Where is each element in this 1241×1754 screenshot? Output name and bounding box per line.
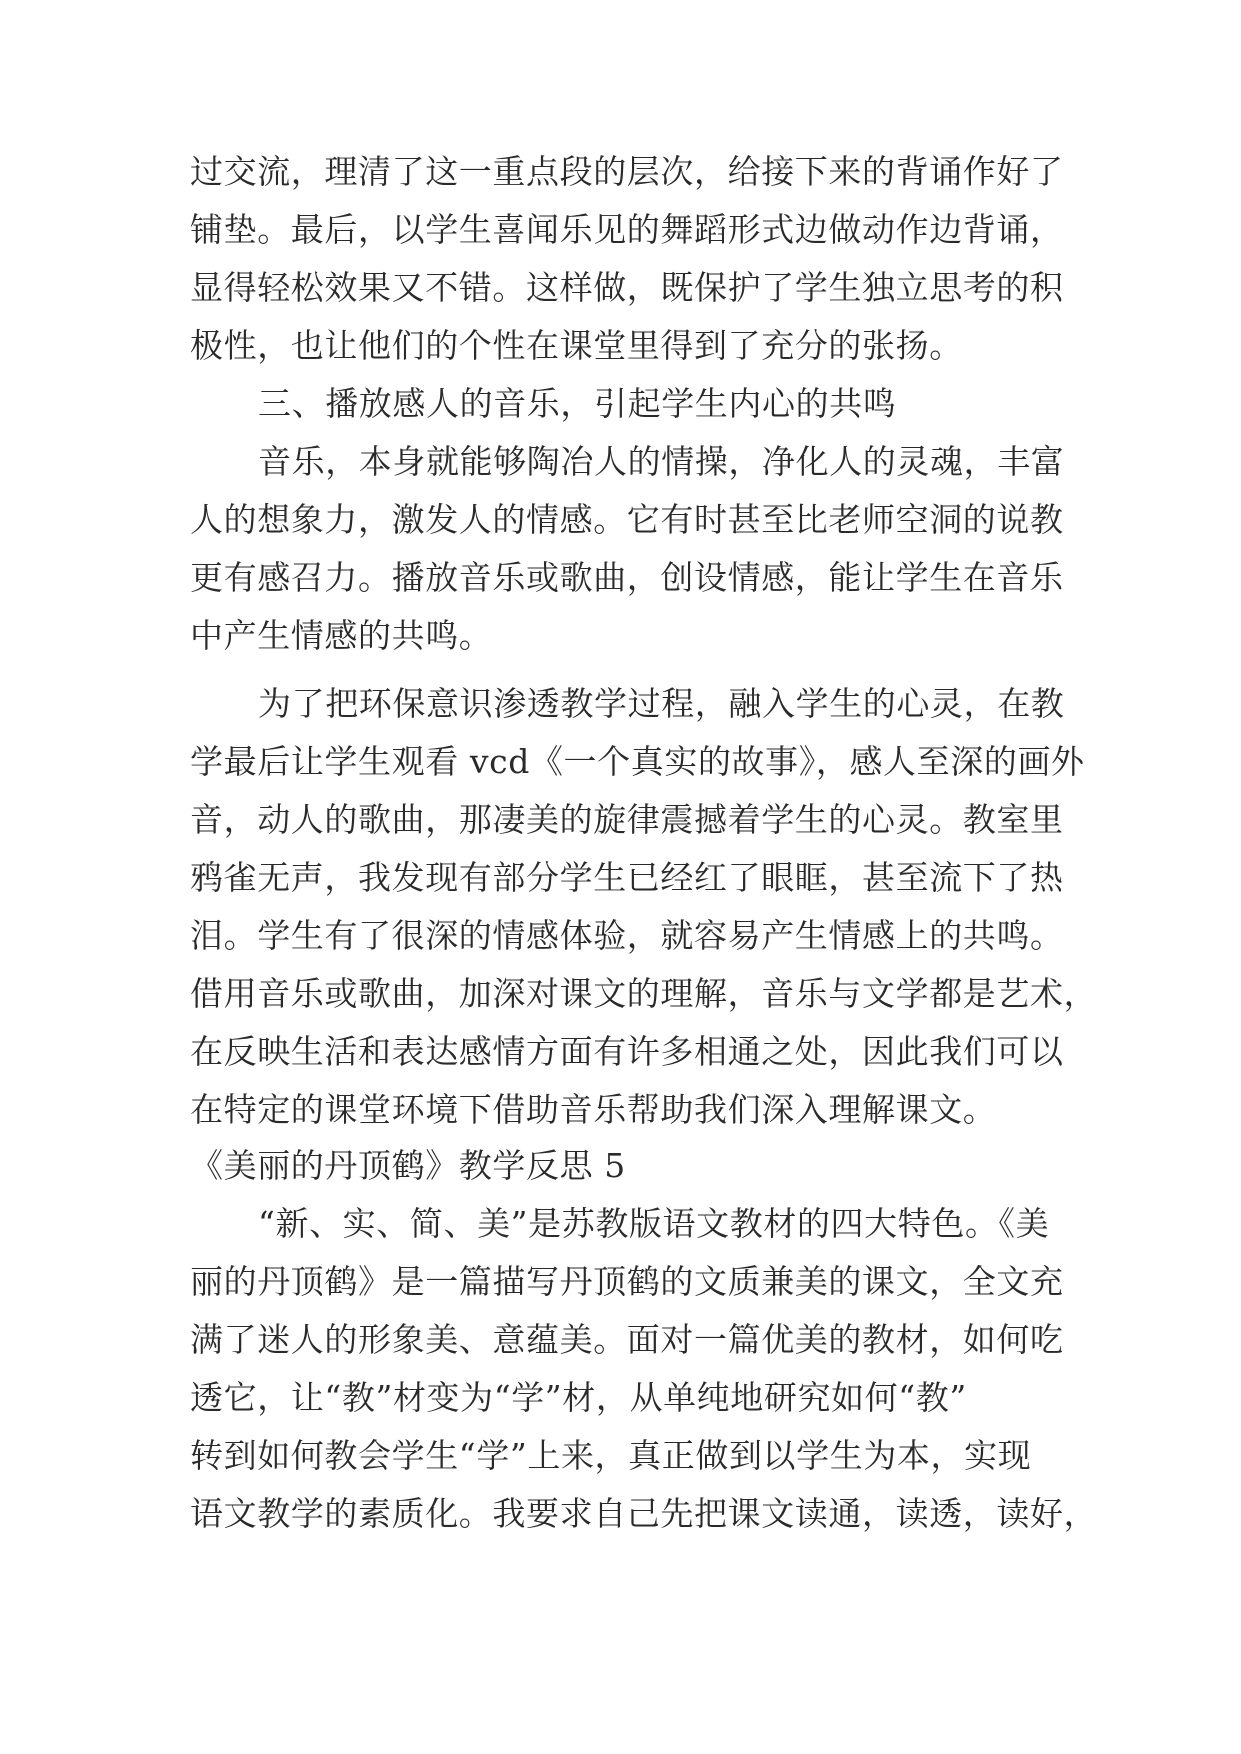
text-line: 语文教学的素质化。我要求自己先把课文读通，读透，读好， [190, 1494, 1098, 1533]
text-line: 鸦雀无声，我发现有部分学生已经红了眼眶，甚至流下了热 [190, 858, 1064, 897]
text-line: 极性，也让他们的个性在课堂里得到了充分的张扬。 [190, 326, 963, 365]
text-line: 人的想象力，激发人的情感。它有时甚至比老师空洞的说教 [190, 500, 1064, 539]
text-line: 透它，让“教”材变为“学”材，从单纯地研究如何“教” [190, 1378, 967, 1417]
text-line: “新、实、简、美”是苏教版语文教材的四大特色。《美 [258, 1204, 1050, 1243]
text-line: 铺垫。最后，以学生喜闻乐见的舞蹈形式边做动作边背诵， [190, 210, 1064, 249]
text-line: 满了迷人的形象美、意蕴美。面对一篇优美的教材，如何吃 [190, 1320, 1064, 1359]
text-line: 显得轻松效果又不错。这样做，既保护了学生独立思考的积 [190, 268, 1064, 307]
text-line: 在特定的课堂环境下借助音乐帮助我们深入理解课文。 [190, 1090, 997, 1129]
text-line: 学最后让学生观看 vcd《一个真实的故事》，感人至深的画外 [190, 742, 1085, 781]
text-line: 过交流，理清了这一重点段的层次，给接下来的背诵作好了 [190, 152, 1064, 191]
text-line: 借用音乐或歌曲，加深对课文的理解，音乐与文学都是艺术， [190, 974, 1098, 1013]
text-line: 在反映生活和表达感情方面有许多相通之处，因此我们可以 [190, 1032, 1064, 1071]
text-line: 转到如何教会学生“学”上来，真正做到以学生为本，实现 [190, 1436, 1032, 1475]
text-line: 中产生情感的共鸣。 [190, 616, 493, 655]
text-line: 音乐，本身就能够陶冶人的情操，净化人的灵魂，丰富 [258, 442, 1065, 481]
text-line: 丽的丹顶鹤》是一篇描写丹顶鹤的文质兼美的课文，全文充 [190, 1262, 1064, 1301]
section-heading: 三、播放感人的音乐，引起学生内心的共鸣 [258, 384, 897, 423]
article-title: 《美丽的丹顶鹤》教学反思 5 [190, 1146, 626, 1185]
text-line: 泪。学生有了很深的情感体验，就容易产生情感上的共鸣。 [190, 916, 1064, 955]
text-line: 为了把环保意识渗透教学过程，融入学生的心灵，在教 [258, 684, 1065, 723]
text-line: 音，动人的歌曲，那凄美的旋律震撼着学生的心灵。教室里 [190, 800, 1064, 839]
text-line: 更有感召力。播放音乐或歌曲，创设情感，能让学生在音乐 [190, 558, 1064, 597]
